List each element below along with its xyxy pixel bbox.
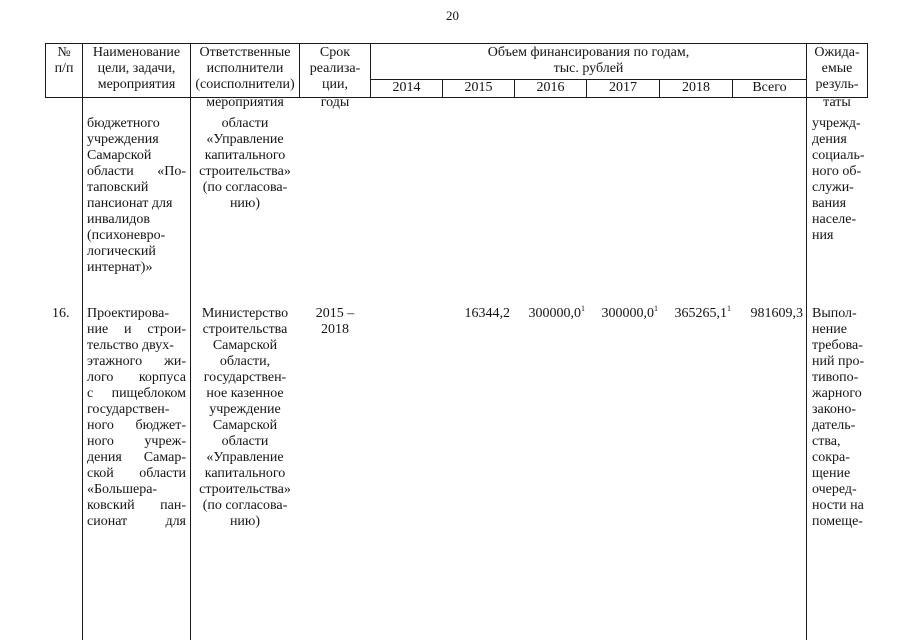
header-year-2016: 2016: [536, 80, 565, 95]
row16-value-2017: [587, 306, 658, 322]
footnote-mark: 1: [654, 304, 658, 313]
col-divider-num: [82, 43, 83, 640]
row16-value-2016: [515, 306, 585, 322]
row16-value-2018-number: 365265,1: [674, 306, 727, 321]
row16-value-2017-number: 300000,0: [601, 306, 654, 321]
header-year-2018: 2018: [682, 80, 710, 95]
row16-value-2015: 16344,2: [464, 306, 510, 321]
header-bottom-border: [45, 97, 868, 98]
header-total: Всего: [752, 80, 787, 95]
header-year-2015: 2015: [464, 80, 493, 95]
footnote-mark: 1: [581, 304, 585, 313]
table-right-border: [867, 43, 868, 98]
row16-value-total: 981609,3: [750, 306, 803, 321]
footnote-mark: 1: [727, 304, 731, 313]
row16-number: 16.: [52, 306, 70, 321]
col-divider-total: [806, 43, 807, 640]
header-year-2014: 2014: [392, 80, 421, 95]
row16-value-2018: [660, 306, 731, 322]
row16-value-2016-number: 300000,0: [528, 306, 581, 321]
table-top-border: [45, 43, 868, 44]
header-year-2017: 2017: [609, 80, 637, 95]
page-number: 20: [446, 8, 459, 23]
